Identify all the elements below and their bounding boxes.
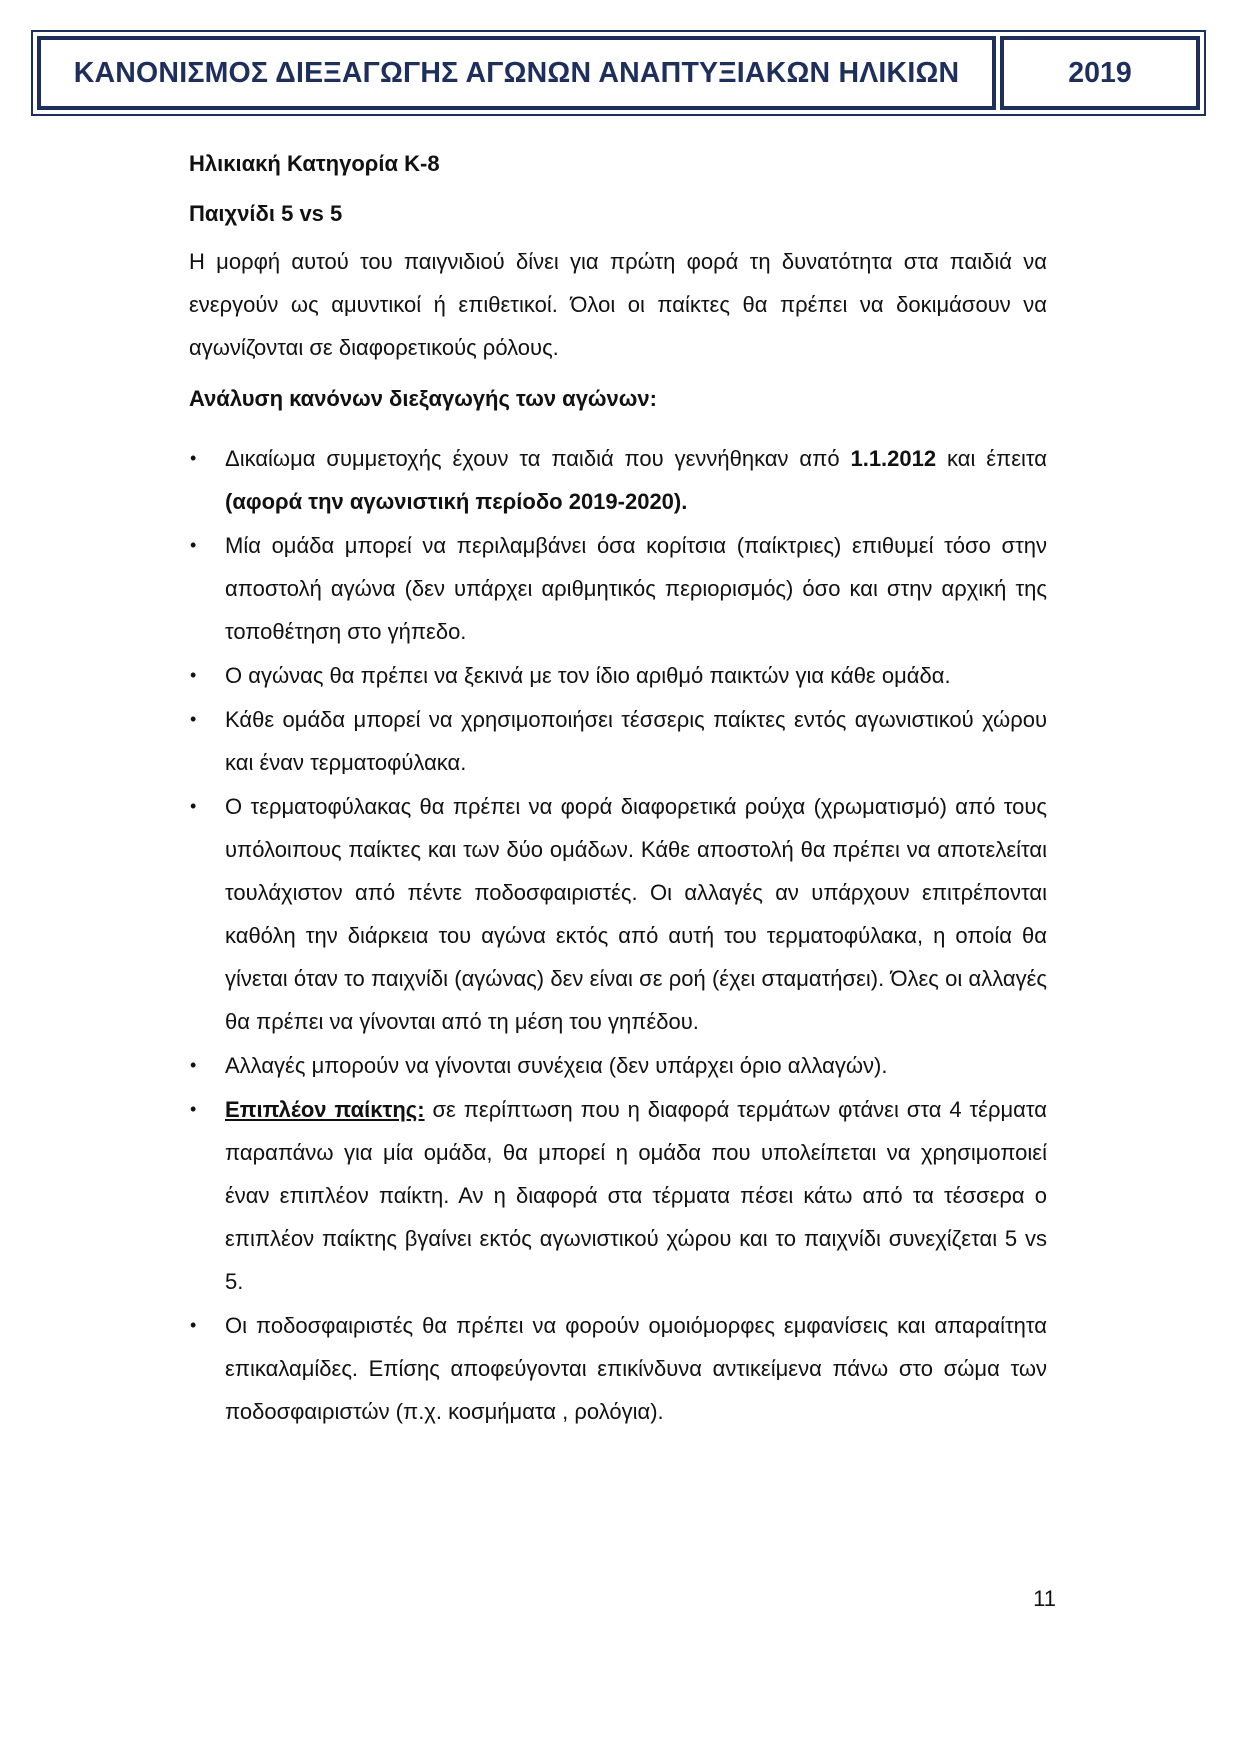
game-format-heading: Παιχνίδι 5 vs 5 — [189, 201, 343, 226]
document-header — [31, 30, 1206, 116]
document-title: ΚΑΝΟΝΙΣΜΟΣ ΔΙΕΞΑΓΩΓΗΣ ΑΓΩΝΩΝ ΑΝΑΠΤΥΞΙΑΚΩΝ ΗΛΙΚΙΩΝ — [73, 56, 960, 89]
rule-date: 1.1.2012 — [850, 446, 937, 471]
rule-text: Ο αγώνας θα πρέπει να ξεκινά με τον ίδιο αριθμό παικτών για κάθε ομάδα. — [225, 663, 951, 688]
rule-item-extra-player — [189, 1088, 1047, 1303]
bullet-icon: • — [190, 796, 197, 816]
rule-text: σε περίπτωση που η διαφορά τερμάτων φτάνει στα 4 τέρματα παραπάνω για μία ομάδα, θα μπορεί η ομάδα που υπολείπεται να χρησιμοποιεί έναν επιπλέον παίκτη. Αν η διαφορά στα τέρματα πέσει κάτω από τα τέσσερα ο επιπλέον παίκτης βγαίνει εκτός αγωνιστικού χώρου και το παιχνίδι συνεχίζεται 5 vs 5. — [225, 1097, 1048, 1294]
age-category-heading: Ηλικιακή Κατηγορία Κ-8 — [189, 151, 440, 176]
header-inner-frame — [37, 36, 1200, 110]
rule-text: Αλλαγές μπορούν να γίνονται συνέχεια (δεν υπάρχει όριο αλλαγών). — [225, 1053, 888, 1078]
document-year: 2019 — [1068, 56, 1132, 89]
bullet-icon: • — [190, 448, 197, 468]
rule-item-substitutions — [189, 1044, 1047, 1087]
rule-text: Οι ποδοσφαιριστές θα πρέπει να φορούν ομοιόμορφες εμφανίσεις και απαραίτητα επικαλαμίδες. Επίσης αποφεύγονται επικίνδυνα αντικείμενα πάνω στο σώμα των ποδοσφαιριστών (π.χ. κοσμήματα , ρολόγια). — [225, 1313, 1047, 1424]
rule-season-note: (αφορά την αγωνιστική περίοδο 2019-2020). — [225, 489, 688, 514]
header-title-box — [37, 36, 996, 110]
rule-text: Ο τερματοφύλακας θα πρέπει να φορά διαφορετικά ρούχα (χρωματισμό) από τους υπόλοιπους παίκτες και των δύο ομάδων. Κάθε αποστολή θα πρέπει να αποτελείται τουλάχιστον από πέντε ποδοσφαιριστές. Οι αλλαγές αν υπάρχουν επιτρέπονται καθόλη την διάρκεια του αγώνα εκτός από αυτή του τερματοφύλακα, η οποία θα γίνεται όταν το παιχνίδι (αγώνας) δεν είναι σε ροή (έχει σταματήσει). Όλες οι αλλαγές θα πρέπει να γίνονται από τη μέση του γηπέδου. — [225, 794, 1047, 1034]
bullet-icon: • — [190, 665, 197, 685]
rule-item-team-size — [189, 698, 1047, 784]
rule-text: και έπειτα — [936, 446, 1048, 471]
rule-item-girls — [189, 524, 1047, 653]
bullet-icon: • — [190, 709, 197, 729]
rules-heading: Ανάλυση κανόνων διεξαγωγής των αγώνων: — [189, 386, 657, 411]
rule-item-start-players — [189, 654, 1047, 697]
bullet-icon: • — [190, 1055, 197, 1075]
bullet-icon: • — [190, 1315, 197, 1335]
bullet-icon: • — [190, 1099, 197, 1119]
page-content — [189, 148, 1047, 1434]
rule-text: Δικαίωμα συμμετοχής έχουν τα παιδιά που γεννήθηκαν από — [225, 446, 851, 471]
extra-player-label: Επιπλέον παίκτης: — [225, 1097, 425, 1122]
header-year-box — [1000, 36, 1200, 110]
page-number: 11 — [1033, 1586, 1056, 1611]
rule-text: Κάθε ομάδα μπορεί να χρησιμοποιήσει τέσσερις παίκτες εντός αγωνιστικού χώρου και έναν τερματοφύλακα. — [225, 707, 1047, 775]
rule-item-eligibility — [189, 437, 1047, 523]
bullet-icon: • — [190, 535, 197, 555]
intro-paragraph: Η μορφή αυτού του παιγνιδιού δίνει για πρώτη φορά τη δυνατότητα στα παιδιά να ενεργούν ως αμυντικοί ή επιθετικοί. Όλοι οι παίκτες θα πρέπει να δοκιμάσουν να αγωνίζονται σε διαφορετικούς ρόλους. — [189, 249, 1047, 360]
rule-text: Μία ομάδα μπορεί να περιλαμβάνει όσα κορίτσια (παίκτριες) επιθυμεί τόσο στην αποστολή αγώνα (δεν υπάρχει αριθμητικός περιορισμός) όσο και στην αρχική της τοποθέτηση στο γήπεδο. — [225, 533, 1047, 644]
rule-item-goalkeeper — [189, 785, 1047, 1043]
rule-item-uniforms — [189, 1304, 1047, 1433]
rules-list — [189, 437, 1047, 1433]
